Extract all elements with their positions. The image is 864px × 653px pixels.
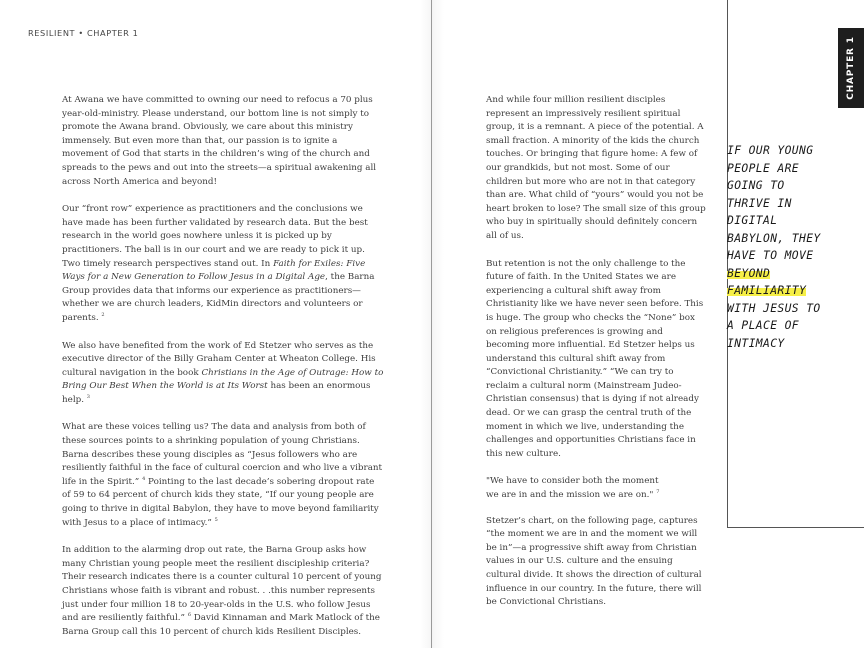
paragraph-text: But retention is not the only challenge to the future of faith. In the United States we are experiencing a cultural shift away from Christianity like we have never seen before. This is huge. The group who checks the “None” box on religious preferences is growing and becoming more influential. Ed Stetzer helps us understand this cultural shift away from “Convictional Christianity.” “We can try to reclaim a cultural norm (Mainstream Judeo-Christian consensus) that is dying if not already dead. Or we can grasp the central truth of the moment in which we live, understanding the challenges and opportunities Christians face in this new culture.	[486, 258, 704, 459]
pull-quote-text: WITH JESUS TO A PLACE OF INTIMACY	[727, 301, 821, 350]
paragraph-text: , the Barna Group provides data that informs our experience as practitioners—whether we are church leaders, KidMin directors and volunteers or parents.	[62, 272, 375, 323]
right-quote	[486, 475, 706, 502]
book-title: Christians in the Age of Outrage: How to Bring Our Best When the World is at Its Worst	[62, 367, 384, 392]
chapter-tab	[838, 28, 864, 108]
paragraph-text: We also have benefited from the work of Ed Stetzer who serves as the executive director of the Billy Graham Center at Wheaton College. His cultural navigation in the book	[62, 340, 376, 378]
paragraph-text: In addition to the alarming drop out rate, the Barna Group asks how many Christian young people meet the resilient discipleship criteria? Their research indicates there is a counter cultural 10 percent of young Christians whose faith is vibrant and robust. . .this number represents just under four million 18 to 20-year-olds in the U.S. who follow Jesus and are resiliently faithful.”	[62, 545, 382, 624]
quote-line-2: we are in and the mission we are on."	[486, 490, 657, 501]
right-paragraph-1	[486, 94, 706, 244]
left-paragraph-2	[62, 203, 384, 325]
chapter-tab-label: CHAPTER 1	[846, 36, 856, 100]
paragraph-text: What are these voices telling us? The data and analysis from both of these sources points to a shrinking population of young Christians. Barna describes these young disciples as “Jesus followers who are resiliently faithful in the face of cultural coercion and who live a vibrant life in the Spirit.”	[62, 422, 383, 487]
sidebar-horizontal-rule	[727, 527, 864, 528]
paragraph-text: David Kinnaman and Mark Matlock of the Barna Group call this 10 percent of church kids Resilient Disciples.	[62, 613, 380, 637]
right-paragraph-2	[486, 258, 706, 462]
right-paragraph-4	[486, 515, 706, 610]
paragraph-text: has been an enormous help.	[62, 381, 371, 405]
paragraph-text: Our “front row” experience as practitioners and the conclusions we have made has been further validated by research data. But the best research in the world goes nowhere unless it is picked up by practitioners. The ball is in our court and we are ready to pick it up. Two timely research perspectives stand out. In	[62, 204, 368, 269]
pull-quote-text: IF OUR YOUNG PEOPLE ARE GOING TO THRIVE IN DIGITAL BABYLON, THEY HAVE TO MOVE	[727, 144, 821, 262]
left-paragraph-3	[62, 340, 384, 408]
footnote-marker: 4	[142, 475, 146, 482]
left-paragraph-5	[62, 544, 384, 639]
footnote-marker: 6	[187, 612, 191, 619]
left-body-column	[62, 94, 384, 653]
footnote-marker: 7	[656, 489, 660, 496]
paragraph-text: At Awana we have committed to owning our need to refocus a 70 plus year-old-ministry. Please understand, our bottom line is not simply to promote the Awana brand. Obviously, we care about this ministry immensely. But even more than that, our passion is to ignite a movement of God that starts in the children’s wing of the church and spreads to the pews and out into the streets—a spiritual awakening all across North America and beyond!	[62, 95, 377, 187]
footnote-marker: 3	[86, 393, 90, 400]
spine-shadow	[420, 0, 444, 648]
paragraph-text: Stetzer’s chart, on the following page, captures “the moment we are in and the moment we will be in”—a progressive shift away from Christian values in our U.S. culture and the ensuing cultural divide. It shows the direction of cultural influence in our country. In the future, there will be Convictional Christians.	[486, 515, 702, 608]
footnote-marker: 5	[214, 516, 218, 523]
right-body-column	[486, 94, 706, 624]
quote-line-1: "We have to consider both the moment	[486, 476, 659, 487]
left-paragraph-4	[62, 421, 384, 530]
paragraph-text: And while four million resilient disciples represent an impressively resilient spiritual group, it is a remnant. A piece of the potential. A small fraction. A minority of the kids the church touches. Or bringing that figure home: A few of our grandkids, but not most. Some of our children but more who are not in that category than are. What child of “yours” would you not be heart broken to lose? The small size of this group who buy in spiritually should definitely concern all of us.	[486, 95, 706, 241]
pull-quote-highlight: BEYOND FAMILIARITY	[727, 266, 807, 297]
left-page	[0, 0, 432, 648]
pull-quote	[727, 142, 827, 352]
footnote-marker: 2	[101, 312, 105, 318]
left-paragraph-1	[62, 94, 384, 189]
page-gutter-divider	[431, 0, 432, 648]
book-title: Faith for Exiles: Five Ways for a New Generation to Follow Jesus in a Digital Age	[62, 258, 366, 283]
running-header: RESILIENT • CHAPTER 1	[28, 28, 139, 38]
paragraph-text: Pointing to the last decade’s sobering dropout rate of 59 to 64 percent of church kids they state, “If our young people are going to thrive in digital Babylon, they have to move beyond familiarity with Jesus to a place of intimacy.”	[62, 476, 379, 528]
